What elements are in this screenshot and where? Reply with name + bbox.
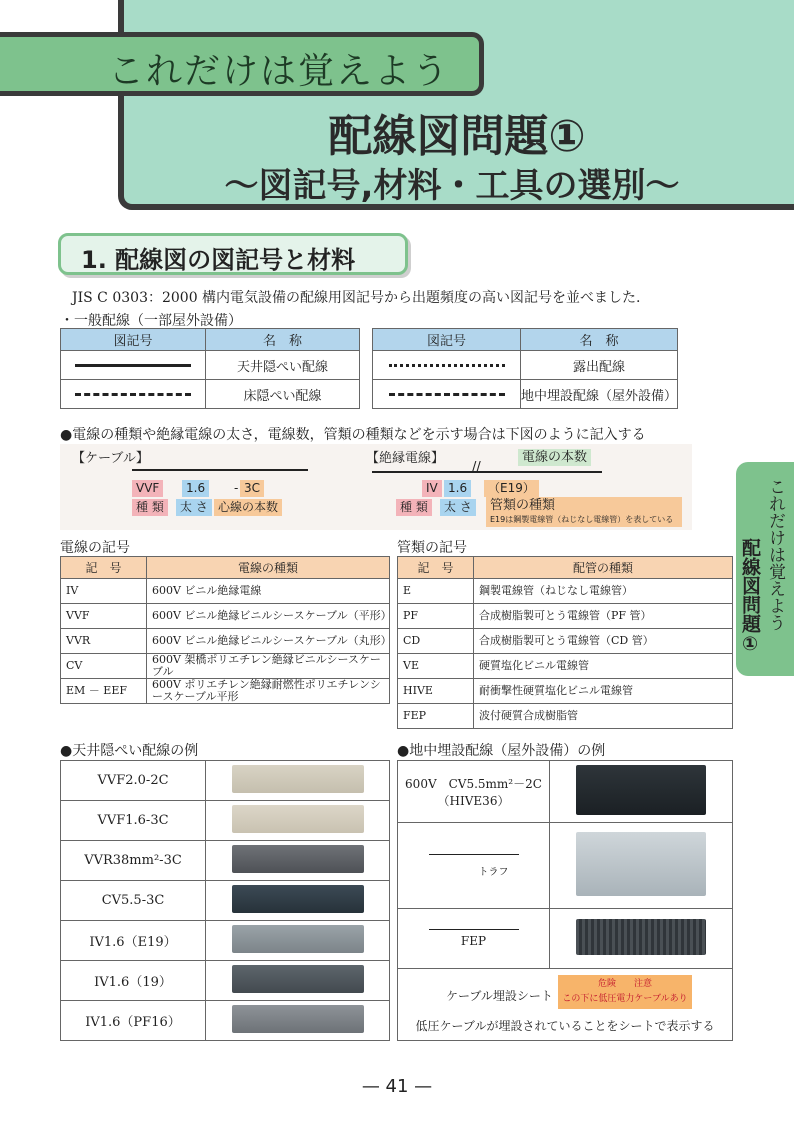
table-row — [398, 761, 733, 823]
table-row: PF 合成樹脂製可とう電線管（PF 管） — [398, 604, 733, 629]
pipe-caption: 管類の記号 — [397, 540, 467, 556]
solid-line-symbol — [61, 351, 206, 380]
table-header: 図記号 — [373, 329, 521, 351]
table-row: VVF1.6-3C — [61, 801, 390, 841]
insulated-label: 【絶縁電線】 — [366, 451, 445, 466]
table-row: FEP 波付硬質合成樹脂管 — [398, 704, 733, 729]
cable-tag: 太 さ — [176, 499, 212, 516]
fep-label: FEP — [460, 934, 487, 948]
underground-table — [397, 760, 733, 1041]
table-row: EM － EEF 600V ポリエチレン絶縁耐燃性ポリエチレンシースケーブル平形 — [61, 679, 390, 704]
side-tab-line2: 配線図問題① — [739, 538, 761, 655]
table-header: 名 称 — [521, 329, 678, 351]
notation-diagram — [60, 444, 692, 530]
cable-photo — [232, 1005, 364, 1033]
table-header: 図記号 — [61, 329, 206, 351]
cable-line — [132, 469, 308, 471]
cable-tag: 種 類 — [132, 499, 168, 516]
cable-photo — [232, 805, 364, 833]
table-header: 記 号 — [61, 557, 147, 579]
side-tab — [736, 462, 794, 676]
cable-photo — [232, 845, 364, 873]
fep-photo — [576, 919, 706, 955]
section-title: 1. 配線図の図記号と材料 — [81, 246, 356, 274]
wire-caption: 電線の記号 — [60, 540, 130, 556]
insulated-value: 1.6 — [444, 480, 471, 497]
underground-caption: ●地中埋設配線（屋外設備）の例 — [397, 743, 606, 759]
general-table-right — [372, 328, 678, 409]
side-tab-line1: これだけは覚えよう — [765, 478, 785, 631]
section-title-box — [58, 233, 408, 275]
ceiling-caption: ●天井隠ぺい配線の例 — [60, 743, 199, 759]
table-header: 電線の種類 — [147, 557, 390, 579]
header-subtitle-box — [0, 32, 484, 96]
trough-photo — [576, 832, 706, 896]
insulated-tag: 種 類 — [396, 499, 432, 516]
table-cell: 床隠ぺい配線 — [206, 380, 360, 409]
cable-photo — [232, 885, 364, 913]
header-subtitle: これだけは覚えよう — [108, 51, 451, 92]
intro-text: JIS C 0303：2000 構内電気設備の配線用図記号から出題頻度の高い図記号を並べました. — [72, 290, 641, 306]
cable-value: 1.6 — [182, 480, 209, 497]
table-row — [398, 823, 733, 909]
underground-spec-line2: （HIVE36） — [437, 793, 510, 808]
wire-count-tag: 電線の本数 — [518, 449, 591, 466]
pipe-tag: 管類の種類 — [490, 498, 556, 513]
sheet-photo: 危険 注意 この下に低圧電力ケーブルあり — [558, 975, 692, 1009]
cable-value: - — [234, 481, 239, 495]
table-row: VVF 600V ビニル絶縁ビニルシースケーブル（平形） — [61, 604, 390, 629]
page-number: — 41 — — [361, 1076, 433, 1097]
trap-label: トラフ — [478, 866, 509, 878]
slash-mark: // — [472, 460, 481, 475]
table-row: HIVE 耐衝撃性硬質塩化ビニル電線管 — [398, 679, 733, 704]
table-row: CD 合成樹脂製可とう電線管（CD 管） — [398, 629, 733, 654]
hive-pipe-photo — [576, 765, 706, 815]
insulated-value: （E19） — [484, 480, 539, 497]
pipe-table — [397, 556, 733, 729]
cable-photo — [232, 965, 364, 993]
table-row: IV1.6（19） — [61, 961, 390, 1001]
pipe-tag-box — [486, 497, 682, 527]
table-row — [398, 969, 733, 1041]
cable-value: 3C — [240, 480, 264, 497]
table-header: 名 称 — [206, 329, 360, 351]
fep-line — [429, 929, 519, 930]
general-label: ・一般配線（一部屋外設備） — [60, 313, 242, 329]
note-text: ●電線の種類や絶縁電線の太さ，電線数，管類の種類などを示す場合は下図のように記入する — [60, 427, 646, 443]
table-row: CV5.5-3C — [61, 881, 390, 921]
dash-dot-line-symbol — [373, 380, 521, 409]
cable-photo — [232, 925, 364, 953]
table-cell: 露出配線 — [521, 351, 678, 380]
table-row: IV 600V ビニル絶縁電線 — [61, 579, 390, 604]
cable-tag: 心線の本数 — [214, 499, 282, 516]
cable-photo — [232, 765, 364, 793]
table-header: 配管の種類 — [474, 557, 733, 579]
table-row: CV 600V 架橋ポリエチレン絶縁ビニルシースケーブル — [61, 654, 390, 679]
insulated-line — [372, 471, 602, 473]
trap-line — [429, 854, 519, 855]
cable-value: VVF — [132, 480, 163, 497]
pipe-note: E19は鋼製電線管（ねじなし電線管）を表している — [490, 515, 674, 524]
dotted-line-symbol — [373, 351, 521, 380]
ceiling-table — [60, 760, 390, 1041]
table-row: VVF2.0-2C — [61, 761, 390, 801]
cable-label: 【ケーブル】 — [72, 451, 149, 466]
table-row: IV1.6（E19） — [61, 921, 390, 961]
page-subtitle: 〜図記号,材料・工具の選別〜 — [224, 166, 680, 206]
table-cell: 天井隠ぺい配線 — [206, 351, 360, 380]
underground-spec-line1: 600V CV5.5mm²－2C — [405, 776, 542, 791]
wire-table — [60, 556, 390, 704]
table-row — [398, 909, 733, 969]
table-cell: 地中埋設配線（屋外設備） — [521, 380, 678, 409]
insulated-tag: 太 さ — [440, 499, 476, 516]
general-table-left — [60, 328, 360, 409]
insulated-value: IV — [422, 480, 442, 497]
table-header: 記 号 — [398, 557, 474, 579]
table-row: VE 硬質塩化ビニル電線管 — [398, 654, 733, 679]
sheet-footer: 低圧ケーブルが埋設されていることをシートで表示する — [415, 1019, 715, 1033]
table-row: IV1.6（PF16） — [61, 1001, 390, 1041]
sheet-label: ケーブル埋設シート — [446, 989, 553, 1003]
page-title: 配線図問題① — [328, 111, 586, 162]
dash-line-symbol — [61, 380, 206, 409]
table-row: VVR38mm²-3C — [61, 841, 390, 881]
table-row: E 鋼製電線管（ねじなし電線管） — [398, 579, 733, 604]
table-row: VVR 600V ビニル絶縁ビニルシースケーブル（丸形） — [61, 629, 390, 654]
